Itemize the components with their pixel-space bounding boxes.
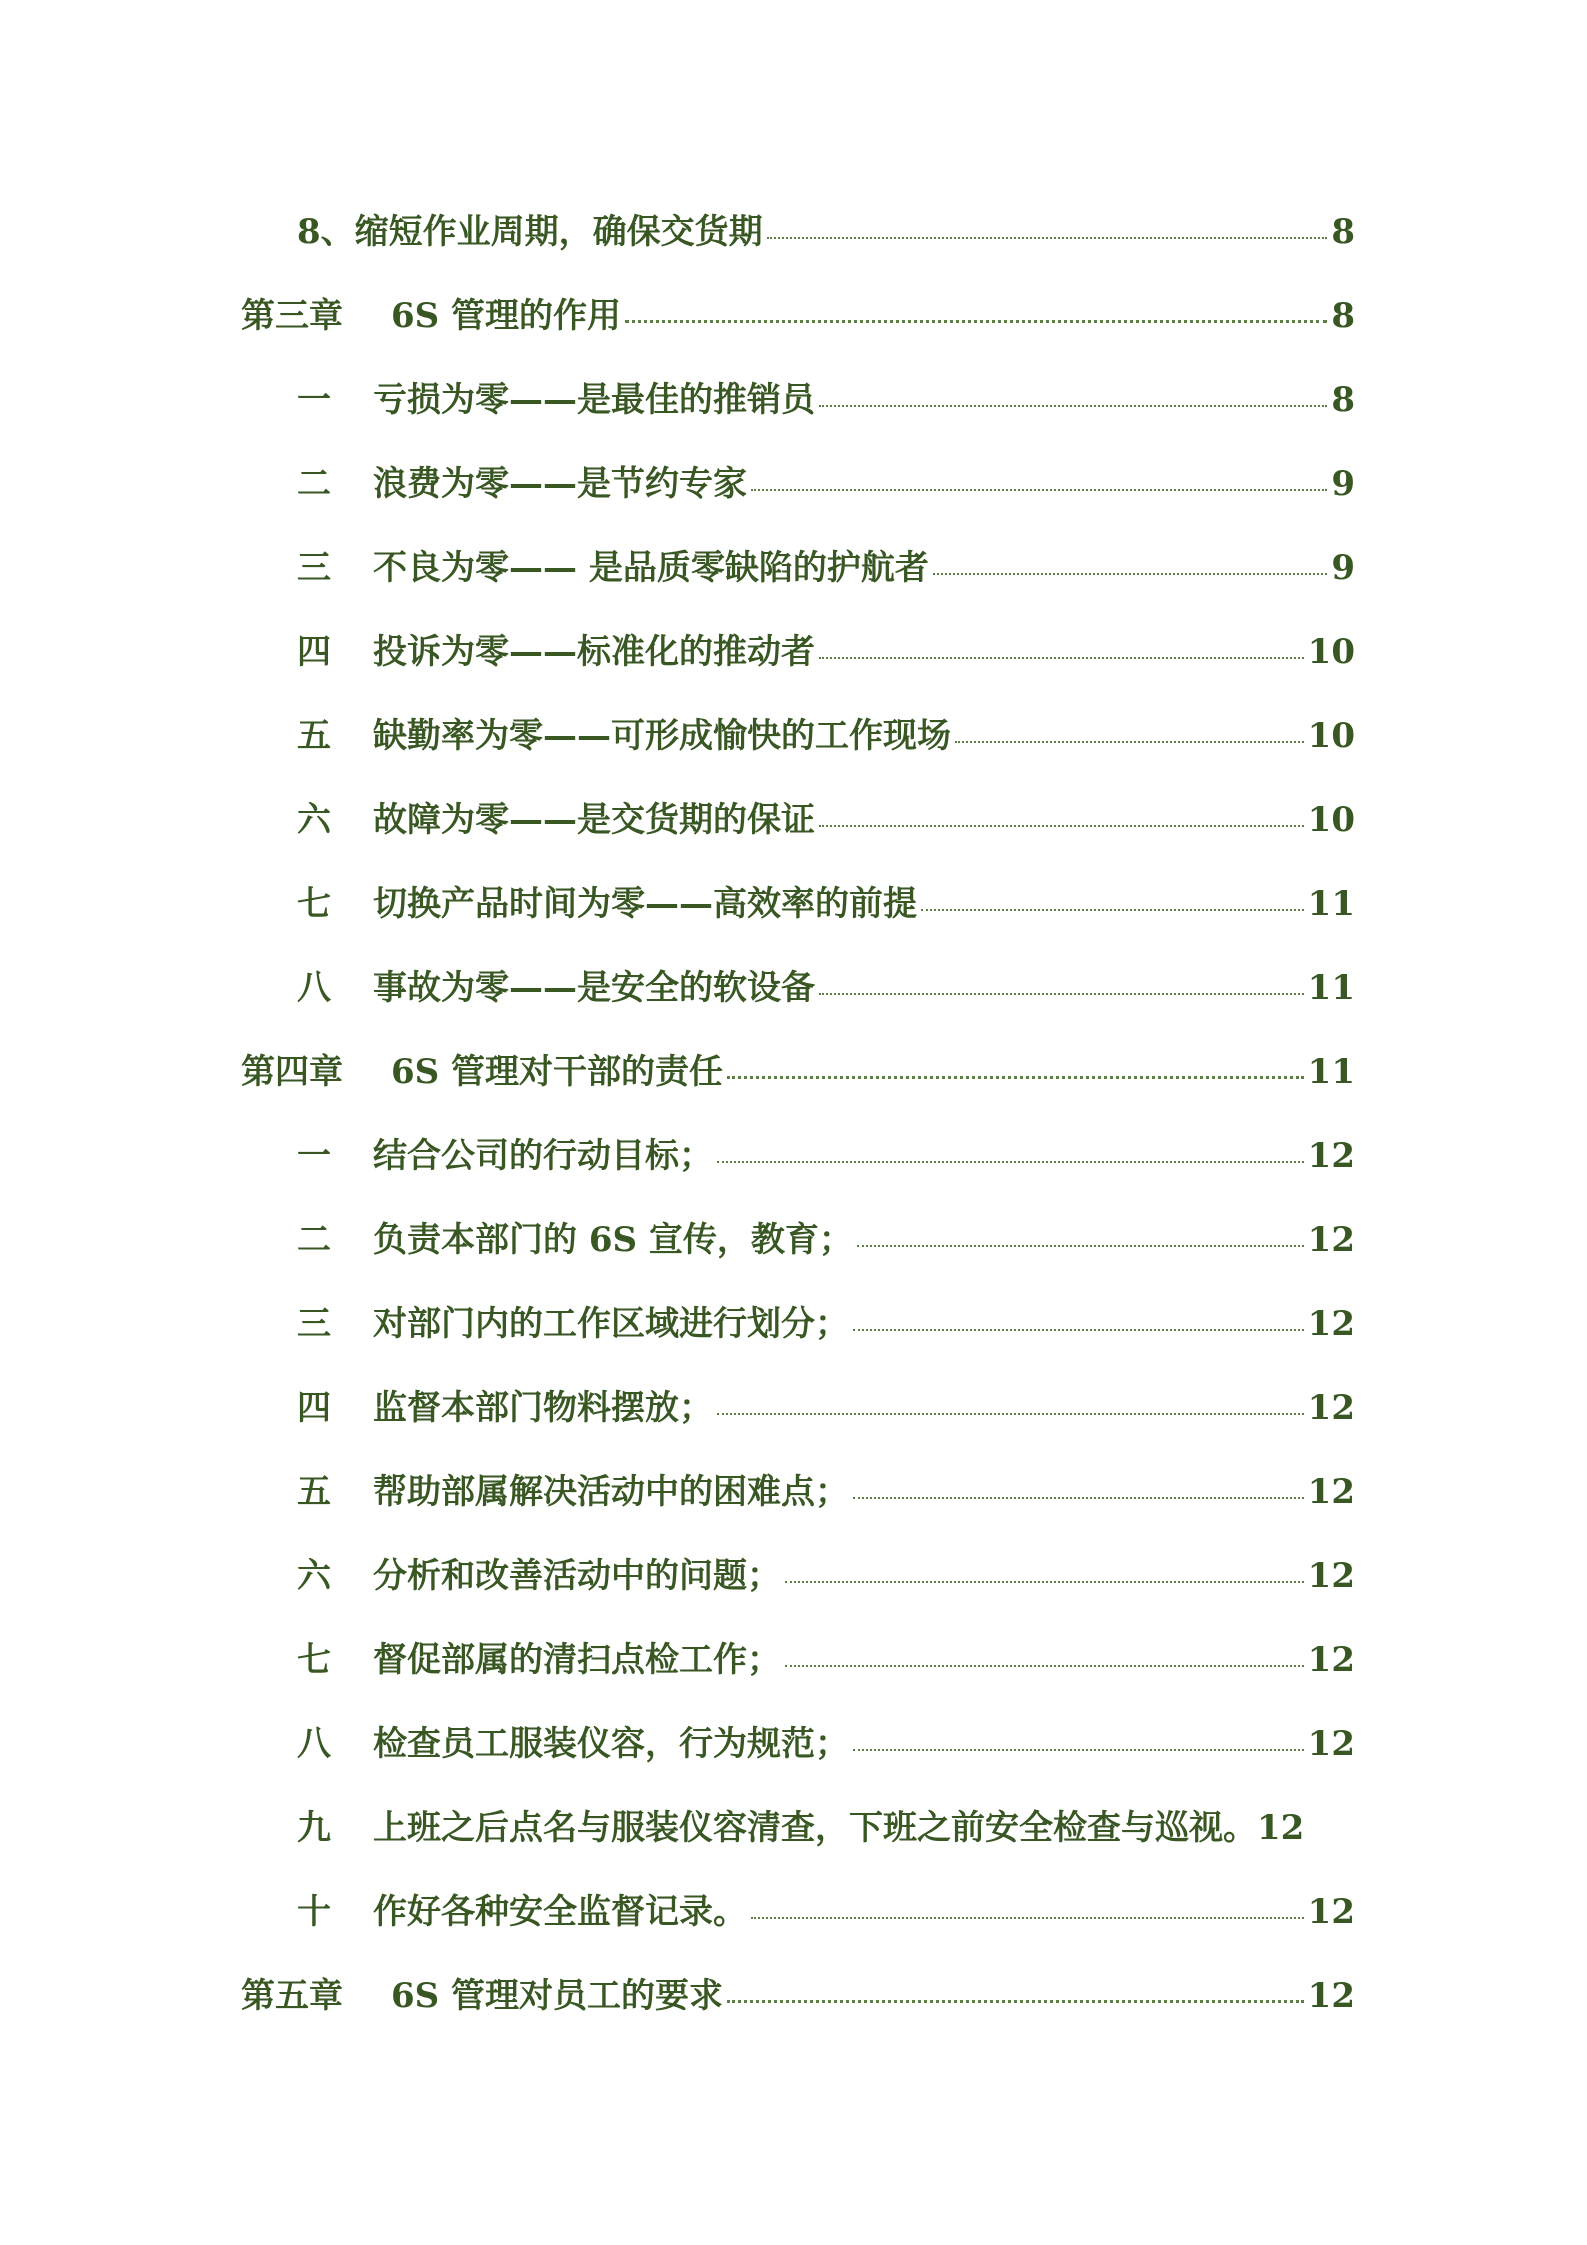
- toc-entry[interactable]: [0, 1210, 1587, 1270]
- toc-section-number: 五: [297, 1472, 331, 1512]
- toc-section-number: 八: [297, 1724, 331, 1764]
- toc-entry[interactable]: [0, 706, 1587, 766]
- toc-page-number: 12: [1307, 1136, 1355, 1176]
- dot-leader: [933, 572, 1327, 575]
- dot-leader: [853, 1328, 1304, 1331]
- toc-entry-text: 故障为零——是交货期的保证: [373, 800, 815, 840]
- dot-leader: [717, 1412, 1304, 1415]
- toc-entry[interactable]: [0, 1798, 1587, 1858]
- toc-section-number: 七: [297, 1640, 331, 1680]
- toc-page-number: 12: [1307, 1892, 1355, 1932]
- toc-page-number: 11: [1307, 968, 1355, 1008]
- toc-section-number: 一: [297, 380, 331, 420]
- toc-entry-text: 作好各种安全监督记录。: [373, 1892, 747, 1932]
- toc-section-number: 三: [297, 1304, 331, 1344]
- toc-entry-text: 督促部属的清扫点检工作；: [373, 1640, 781, 1680]
- toc-entry-text: 切换产品时间为零——高效率的前提: [373, 884, 917, 924]
- toc-entry[interactable]: [0, 370, 1587, 430]
- dot-leader: [751, 1916, 1304, 1919]
- toc-chapter-number: 第五章: [241, 1976, 343, 2016]
- toc-entry-text: 8、缩短作业周期，确保交货期: [297, 212, 763, 252]
- toc-page-number: 9: [1331, 464, 1355, 504]
- toc-entry-text: 监督本部门物料摆放；: [373, 1388, 713, 1428]
- toc-page-number: 12: [1307, 1304, 1355, 1344]
- toc-page-number: 10: [1307, 800, 1355, 840]
- dot-leader: [857, 1244, 1304, 1247]
- dot-leader: [727, 1999, 1304, 2003]
- dot-leader: [785, 1664, 1304, 1667]
- dot-leader: [625, 319, 1327, 323]
- toc-page-number: 12: [1307, 1976, 1355, 2016]
- dot-leader: [785, 1580, 1304, 1583]
- toc-entry[interactable]: [0, 1546, 1587, 1606]
- toc-page-number: 12: [1307, 1724, 1355, 1764]
- toc-section-number: 九: [297, 1808, 331, 1848]
- dot-leader: [717, 1160, 1304, 1163]
- toc-entry-text: 事故为零——是安全的软设备: [373, 968, 815, 1008]
- dot-leader: [767, 236, 1328, 239]
- dot-leader: [921, 908, 1304, 911]
- toc-entry[interactable]: [0, 622, 1587, 682]
- toc-section-number: 十: [297, 1892, 331, 1932]
- dot-leader: [853, 1748, 1304, 1751]
- toc-entry-text: 帮助部属解决活动中的困难点；: [373, 1472, 849, 1512]
- toc-page-number: 12: [1257, 1808, 1305, 1848]
- toc-page-number: 10: [1307, 716, 1355, 756]
- toc-page-number: 12: [1307, 1388, 1355, 1428]
- toc-entry[interactable]: [0, 1126, 1587, 1186]
- toc-page-number: 8: [1331, 296, 1355, 336]
- toc-section-number: 五: [297, 716, 331, 756]
- dot-leader: [819, 824, 1304, 827]
- toc-page-number: 12: [1307, 1472, 1355, 1512]
- toc-entry[interactable]: [0, 1882, 1587, 1942]
- dot-leader: [955, 740, 1304, 743]
- toc-entry[interactable]: [0, 538, 1587, 598]
- toc-entry[interactable]: [0, 1630, 1587, 1690]
- toc-page-number: 8: [1331, 380, 1355, 420]
- toc-entry-text: 浪费为零——是节约专家: [373, 464, 747, 504]
- toc-chapter-number: 第四章: [241, 1052, 343, 1092]
- toc-entry[interactable]: [0, 1714, 1587, 1774]
- toc-entry-text: 上班之后点名与服装仪容清查，下班之前安全检查与巡视。: [373, 1808, 1257, 1848]
- toc-chapter-entry[interactable]: [0, 1042, 1587, 1102]
- toc-section-number: 三: [297, 548, 331, 588]
- toc-page-number: 8: [1331, 212, 1355, 252]
- toc-page-number: 11: [1307, 884, 1355, 924]
- dot-leader: [819, 992, 1304, 995]
- dot-leader: [751, 488, 1327, 491]
- toc-page-number: 10: [1307, 632, 1355, 672]
- toc-section-number: 七: [297, 884, 331, 924]
- toc-section-number: 四: [297, 632, 331, 672]
- toc-entry-text: 6S 管理对干部的责任: [391, 1052, 724, 1092]
- dot-leader: [853, 1496, 1304, 1499]
- toc-entry[interactable]: [0, 202, 1587, 262]
- dot-leader: [819, 656, 1304, 659]
- toc-entry-text: 对部门内的工作区域进行划分；: [373, 1304, 849, 1344]
- toc-entry[interactable]: [0, 958, 1587, 1018]
- dot-leader: [727, 1075, 1304, 1079]
- toc-section-number: 八: [297, 968, 331, 1008]
- toc-entry-text: 缺勤率为零——可形成愉快的工作现场: [373, 716, 951, 756]
- toc-section-number: 二: [297, 464, 331, 504]
- toc-entry-text: 检查员工服装仪容，行为规范；: [373, 1724, 849, 1764]
- toc-entry-text: 亏损为零——是最佳的推销员: [373, 380, 815, 420]
- dot-leader: [819, 404, 1327, 407]
- toc-section-number: 六: [297, 1556, 331, 1596]
- toc-entry[interactable]: [0, 790, 1587, 850]
- toc-section-number: 一: [297, 1136, 331, 1176]
- toc-entry-text: 投诉为零——标准化的推动者: [373, 632, 815, 672]
- toc-section-number: 六: [297, 800, 331, 840]
- toc-section-number: 四: [297, 1388, 331, 1428]
- toc-entry-text: 结合公司的行动目标；: [373, 1136, 713, 1176]
- toc-entry[interactable]: [0, 454, 1587, 514]
- toc-entry-text: 不良为零—— 是品质零缺陷的护航者: [373, 548, 929, 588]
- toc-entry[interactable]: [0, 1462, 1587, 1522]
- toc-page-number: 12: [1307, 1220, 1355, 1260]
- toc-entry[interactable]: [0, 1294, 1587, 1354]
- toc-entry[interactable]: [0, 1378, 1587, 1438]
- toc-page-number: 11: [1307, 1052, 1355, 1092]
- toc-section-number: 二: [297, 1220, 331, 1260]
- toc-chapter-entry[interactable]: [0, 1966, 1587, 2026]
- toc-entry-text: 负责本部门的 6S 宣传，教育；: [373, 1220, 853, 1260]
- toc-entry-text: 6S 管理对员工的要求: [391, 1976, 724, 2016]
- toc-entry-text: 6S 管理的作用: [391, 296, 622, 336]
- toc-page-number: 12: [1307, 1556, 1355, 1596]
- toc-entry[interactable]: [0, 874, 1587, 934]
- toc-page-number: 9: [1331, 548, 1355, 588]
- toc-chapter-entry[interactable]: [0, 286, 1587, 346]
- toc-page-number: 12: [1307, 1640, 1355, 1680]
- toc-chapter-number: 第三章: [241, 296, 343, 336]
- toc-entry-text: 分析和改善活动中的问题；: [373, 1556, 781, 1596]
